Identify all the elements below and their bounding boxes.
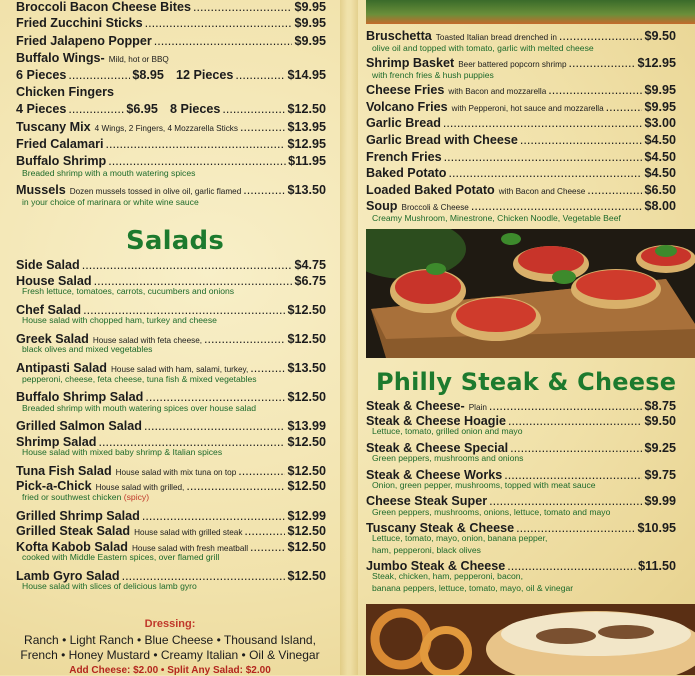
item-note: House salad with grilled steak: [134, 528, 243, 538]
item-price: $9.95: [644, 99, 676, 114]
item-name: Loaded Baked Potato: [366, 182, 495, 197]
philly-sandwich-photo: [366, 604, 695, 675]
item-price: $6.75: [294, 273, 326, 288]
item-name: Cheese Fries: [366, 83, 445, 98]
item-name: Garlic Bread: [366, 116, 441, 131]
menu-item: [16, 509, 326, 523]
item-note: with Bacon and mozzarella: [448, 87, 547, 97]
menu-item: Fried Jalapeno Popper ..... $9.95: [16, 34, 326, 48]
item-name: Grilled Shrimp Salad: [16, 508, 140, 523]
item-price: $12.50: [287, 568, 326, 583]
menu-item: Mussels Dozen mussels tossed in olive oil, garlic flamed ..... $13.50: [16, 183, 326, 199]
item-price: $12.50: [287, 524, 326, 539]
item-price: $12.50: [287, 390, 326, 404]
item-description: cooked with Middle Eastern spices, over flamed grill: [22, 552, 220, 563]
item-name: Tuna Fish Salad: [16, 463, 112, 478]
item-description: Breaded shrimp with a mouth watering spices: [22, 168, 196, 178]
item-description: ham, pepperoni, black olives: [372, 544, 481, 555]
item-name: Chef Salad: [16, 302, 82, 317]
item-name: Grilled Steak Salad: [16, 524, 131, 539]
menu-item: [366, 133, 676, 147]
item-price: $9.75: [644, 467, 676, 482]
item-price: $6.50: [644, 182, 676, 197]
item-description: House salad with slices of delicious lamb gyro: [22, 581, 197, 592]
item-note: House salad with ham, salami, turkey,: [110, 364, 249, 374]
item-description: with french fries & hush puppies: [372, 69, 494, 80]
item-price: $8.75: [644, 399, 676, 413]
item-name: Soup: [366, 199, 398, 214]
item-description: olive oil and topped with tomato, garlic with melted cheese: [372, 42, 594, 53]
item-description: House salad with chopped ham, turkey and cheese: [22, 315, 217, 326]
dressing-list-line2: French • Honey Mustard • Creamy Italian • Oil & Vinegar: [20, 648, 320, 662]
item-name: Cheese Steak Super: [366, 494, 488, 509]
item-description: Green peppers, mushrooms, onions, lettuce, tomato and mayo: [372, 506, 611, 517]
item-description: pepperoni, cheese, feta cheese, tuna fish & mixed vegetables: [22, 373, 257, 384]
item-name: Steak & Cheese Works: [366, 467, 503, 482]
spicy-label: (spicy): [123, 492, 150, 502]
item-price: $10.95: [637, 521, 676, 535]
menu-item: [366, 150, 676, 164]
item-price: $4.50: [644, 166, 676, 181]
item-price: $12.95: [637, 56, 676, 71]
item-note: House salad with grilled,: [95, 483, 185, 493]
item-name: Kofta Kabob Salad: [16, 539, 128, 554]
item-name: Shrimp Salad: [16, 434, 97, 449]
item-name: Steak & Cheese Special: [366, 440, 509, 455]
item-price: $4.75: [294, 258, 326, 272]
item-description: Breaded shrimp with mouth watering spices over house salad: [22, 402, 257, 413]
item-description: fried or southwest chicken (spicy): [22, 492, 150, 502]
item-price: $4.50: [644, 149, 676, 164]
salad-extras: Add Cheese: $2.00 • Split Any Salad: $2.00: [69, 665, 271, 676]
item-price: $12.99: [287, 508, 326, 523]
item-price: $9.95: [644, 83, 676, 98]
bruschetta-photo: [366, 229, 695, 358]
menu-item: Broccoli Bacon Cheese Bites ..... $9.95: [16, 0, 326, 14]
wings-photo: [366, 0, 695, 24]
menu-item: [16, 524, 326, 540]
item-price: $11.50: [638, 559, 676, 574]
menu-item: [16, 419, 326, 433]
item-note: with Bacon and Cheese: [498, 186, 586, 196]
item-note: Plain: [468, 403, 487, 412]
item-price: $12.50: [287, 463, 326, 478]
item-note: House salad with feta cheese,: [92, 335, 203, 345]
menu-item: Fried Calamari ..... $12.95: [16, 137, 326, 151]
column-divider: [340, 0, 358, 675]
item-description: Onion, green pepper, mushrooms, topped with meat sauce: [372, 479, 596, 490]
item-name: Garlic Bread with Cheese: [366, 133, 518, 147]
item-description: Steak, chicken, ham, pepperoni, bacon,: [372, 571, 523, 582]
menu-item: [366, 399, 676, 415]
menu-item: [366, 116, 676, 130]
philly-heading: Philly Steak & Cheese: [376, 368, 677, 396]
item-note: Broccoli & Cheese: [401, 203, 469, 213]
item-note: with Pepperoni, hot sauce and mozzarella: [451, 103, 604, 113]
menu-item: 4 Pieces ..... $6.95 8 Pieces ..... $12.50: [16, 102, 326, 116]
menu-item: Tuscany Mix 4 Wings, 2 Fingers, 4 Mozzarella Sticks ..... $13.95: [16, 120, 326, 136]
item-name: Grilled Salmon Salad: [16, 419, 142, 434]
menu-item: Fried Zucchini Sticks ..... $9.95: [16, 16, 326, 30]
item-name: Buffalo Shrimp Salad: [16, 390, 144, 404]
item-price: $9.50: [644, 414, 676, 429]
item-name: Steak & Cheese-: [366, 399, 465, 413]
dressing-list-line1: Ranch • Light Ranch • Blue Cheese • Thousand Island,: [24, 633, 316, 647]
item-description: in your choice of marinara or white wine sauce: [22, 197, 199, 207]
item-description: House salad with mixed baby shrimp & Italian spices: [22, 447, 223, 458]
dressing-heading: Dressing:: [144, 618, 196, 630]
item-price: $13.50: [287, 360, 326, 375]
item-name: Bruschetta: [366, 29, 432, 43]
item-name: Pick-a-Chick: [16, 479, 92, 494]
item-note: Toasted Italian bread drenched in: [435, 33, 557, 42]
item-price: $4.50: [644, 133, 676, 147]
item-description: Fresh lettuce, tomatoes, carrots, cucumbers and onions: [22, 286, 235, 297]
item-price: $12.50: [287, 331, 326, 346]
item-description: banana peppers, lettuce, tomato, mayo, oil & vinegar: [372, 582, 574, 593]
menu-item: [366, 100, 676, 116]
item-price: $8.00: [644, 199, 676, 214]
menu-item: Buffalo Shrimp ..... $11.95: [16, 154, 326, 168]
item-price: $12.50: [287, 434, 326, 449]
item-name: Antipasti Salad: [16, 360, 107, 375]
menu-item: [366, 183, 676, 199]
philly-illustration: [366, 604, 695, 675]
menu-item: Chicken Fingers: [16, 85, 114, 99]
item-name: Greek Salad: [16, 331, 89, 346]
menu-item: [366, 83, 676, 99]
item-description: Green peppers, mushrooms and onions: [372, 453, 524, 464]
item-name: Jumbo Steak & Cheese: [366, 559, 506, 574]
item-name: Tuscany Steak & Cheese: [366, 521, 515, 535]
item-price: $9.50: [644, 29, 676, 43]
item-price: $12.50: [287, 479, 326, 494]
menu-item: [16, 258, 326, 272]
menu-item: [16, 464, 326, 480]
item-description: Lettuce, tomato, mayo, onion, banana pepper,: [372, 533, 548, 544]
item-price: $9.99: [644, 494, 676, 509]
item-price: $3.00: [644, 116, 676, 131]
item-description: Creamy Mushroom, Minestrone, Chicken Noodle, Vegetable Beef: [372, 213, 621, 223]
item-description: black olives and mixed vegetables: [22, 344, 153, 355]
menu-item: 6 Pieces ..... $8.95 12 Pieces ..... $14.95: [16, 68, 326, 82]
salads-heading: Salads: [126, 226, 225, 256]
item-name: Steak & Cheese Hoagie: [366, 414, 506, 429]
bruschetta-illustration: [366, 229, 695, 358]
item-name: Side Salad: [16, 258, 80, 272]
item-name: Volcano Fries: [366, 99, 448, 114]
menu-item: Buffalo Wings- Mild, hot or BBQ: [16, 51, 169, 65]
item-name: House Salad: [16, 273, 92, 288]
menu-item: [366, 166, 676, 180]
item-price: $13.99: [287, 419, 326, 434]
item-name: Lamb Gyro Salad: [16, 568, 120, 583]
item-note: House salad with fresh meatball: [131, 543, 249, 553]
item-description: Lettuce, tomato, grilled onion and mayo: [372, 426, 523, 437]
item-price: $12.50: [287, 302, 326, 317]
item-name: Baked Potato: [366, 166, 447, 181]
item-price: $12.50: [287, 539, 326, 554]
item-note: House salad with mix tuna on top: [115, 467, 237, 477]
item-name: French Fries: [366, 149, 442, 164]
item-name: Shrimp Basket: [366, 56, 455, 71]
item-price: $9.25: [644, 440, 676, 455]
item-note: Beer battered popcorn shrimp: [458, 60, 567, 70]
